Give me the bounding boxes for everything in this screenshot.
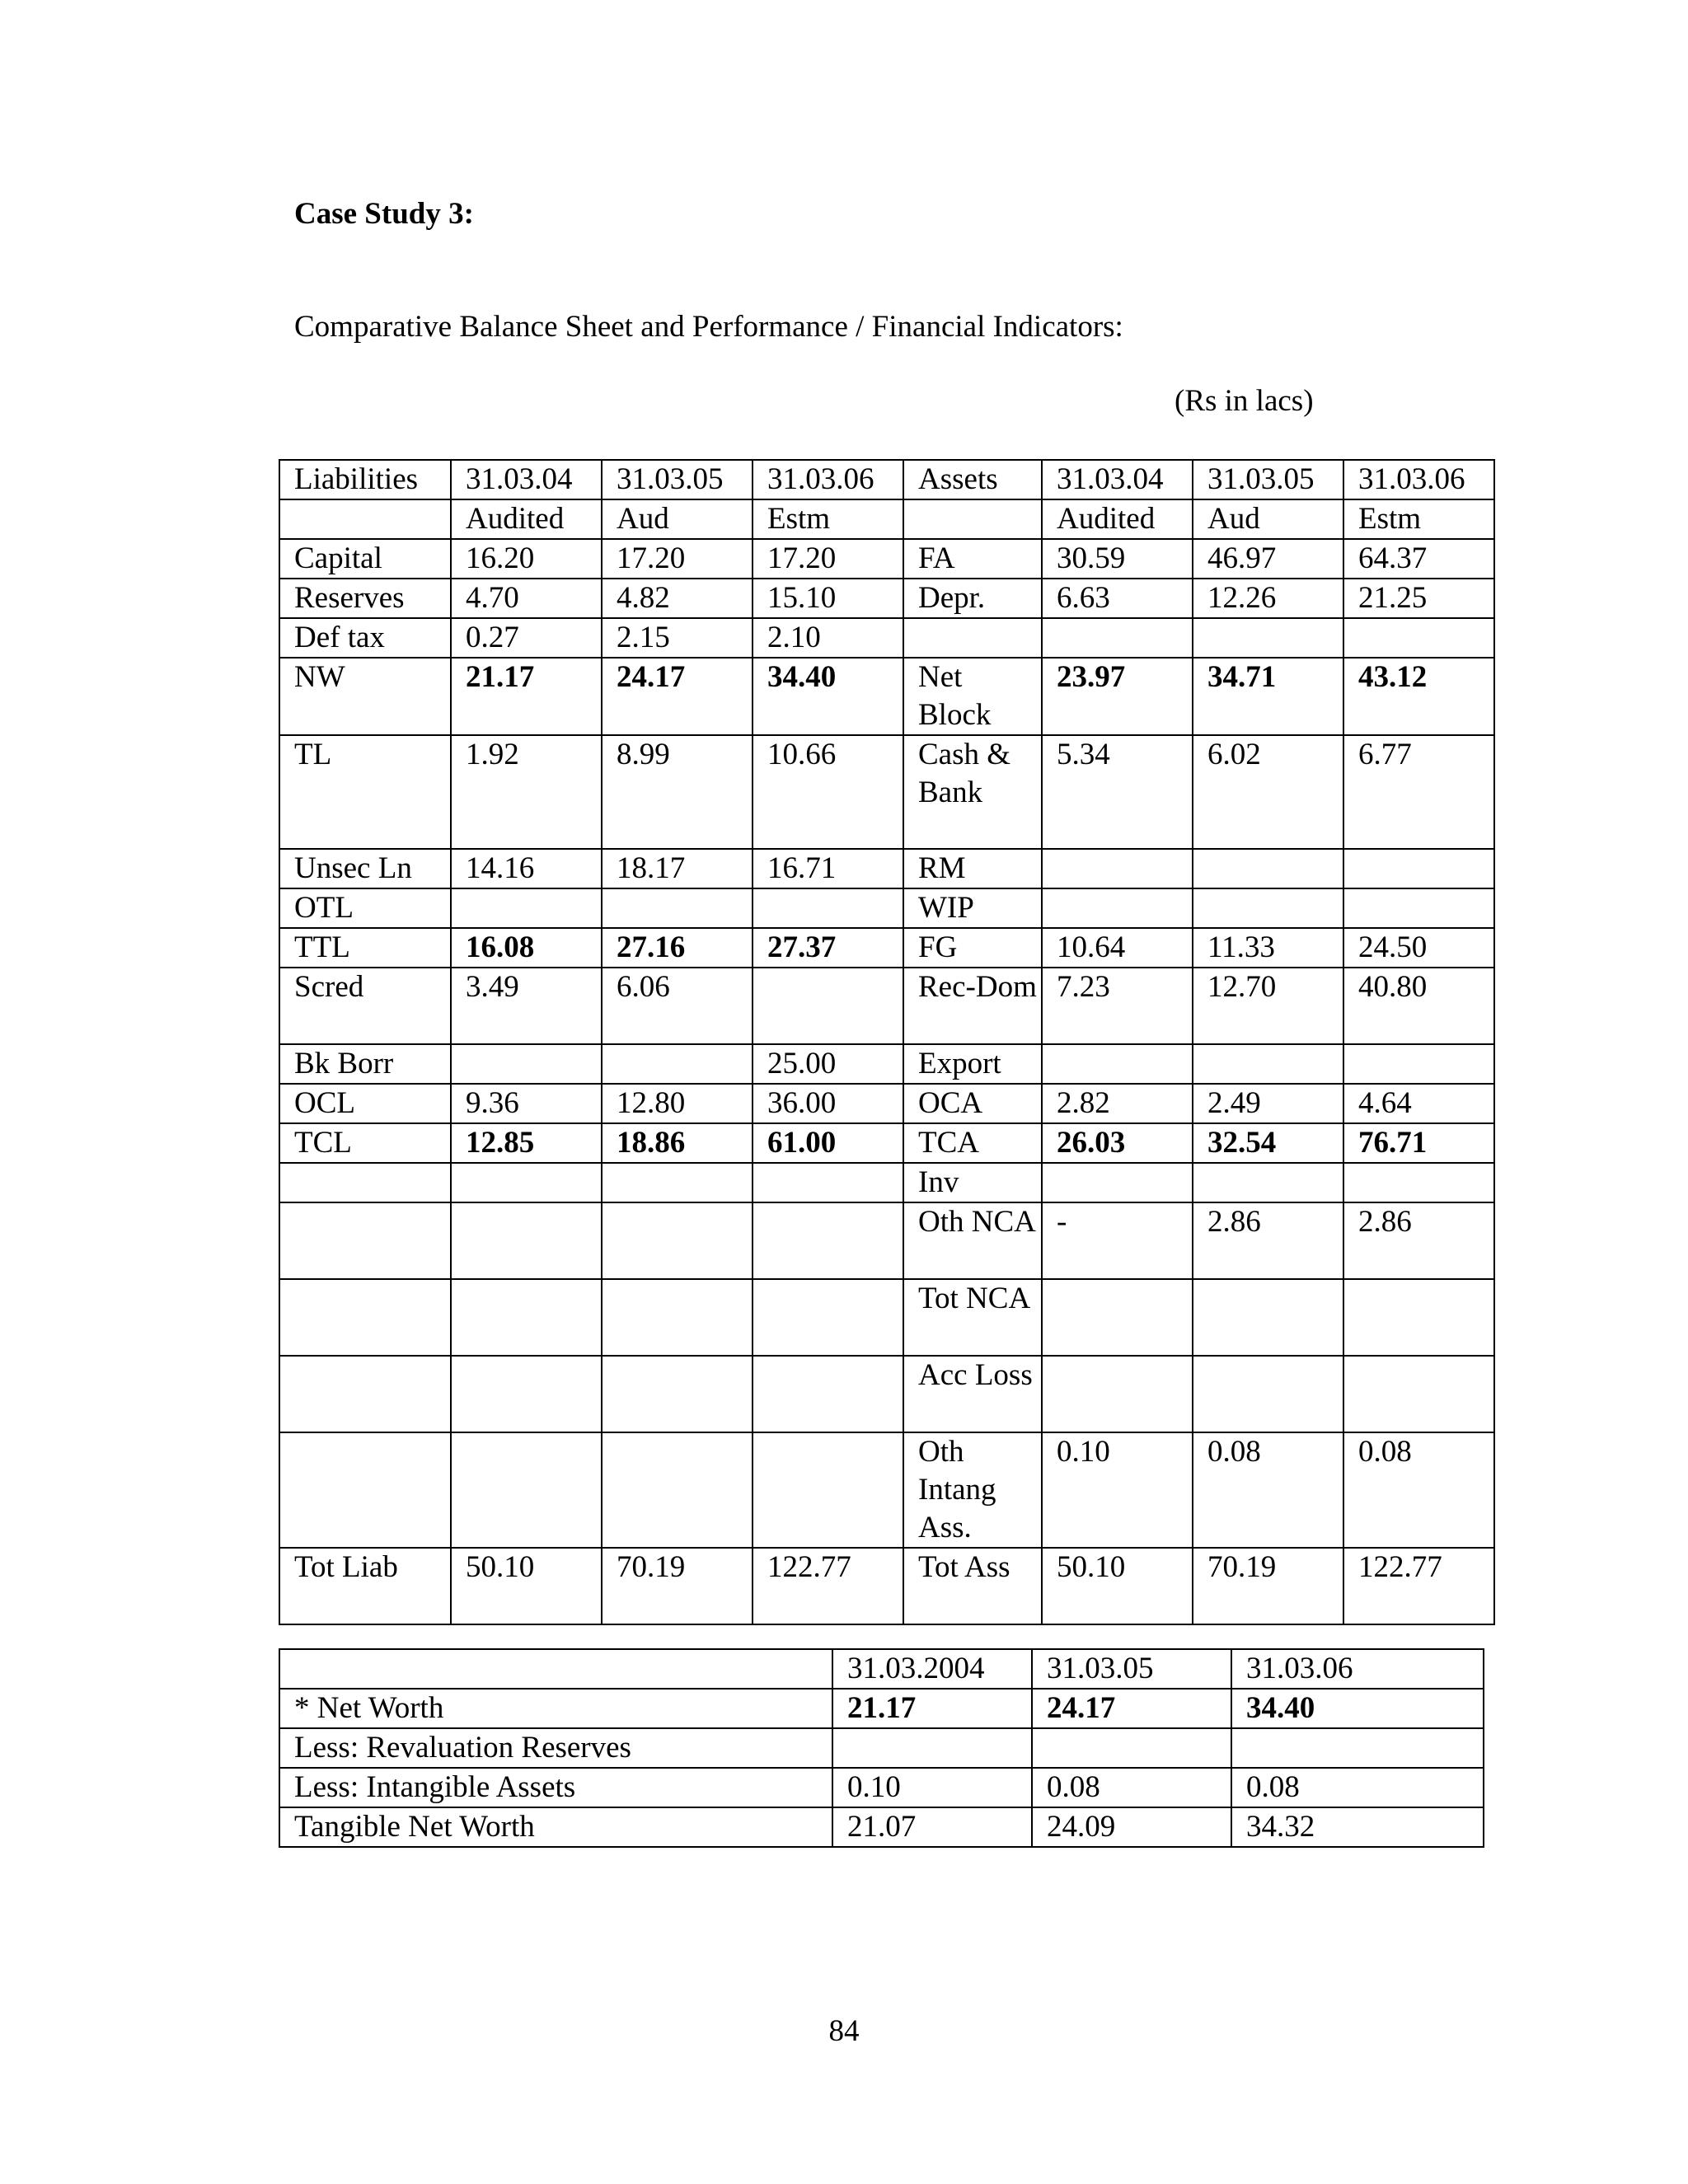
table-cell: [1193, 1044, 1343, 1084]
table-cell: Unsec Ln: [279, 849, 451, 888]
table-row: [279, 579, 1494, 618]
table-row: [279, 849, 1494, 888]
table-cell: Acc Loss: [903, 1356, 1042, 1432]
table-row: [279, 1084, 1494, 1123]
table-cell: OCL: [279, 1084, 451, 1123]
table-cell: 50.10: [1042, 1548, 1193, 1624]
table-row: [279, 1202, 1494, 1279]
table-cell: [602, 888, 753, 928]
table-row: [279, 1689, 1484, 1728]
table-cell: [832, 1728, 1032, 1768]
table-cell: 17.20: [753, 539, 903, 579]
table-cell: 0.08: [1032, 1768, 1231, 1807]
table-cell: [451, 1279, 602, 1356]
table-cell: [1193, 888, 1343, 928]
table-cell: Scred: [279, 968, 451, 1044]
table-cell: 46.97: [1193, 539, 1343, 579]
table-cell: [753, 1279, 903, 1356]
table-cell: 32.54: [1193, 1123, 1343, 1163]
table-cell: [451, 1432, 602, 1548]
table-cell: Oth NCA: [903, 1202, 1042, 1279]
table-row: [279, 499, 1494, 539]
table-cell: 24.50: [1343, 928, 1494, 968]
table-cell: TTL: [279, 928, 451, 968]
table-row: [279, 888, 1494, 928]
table-cell: [451, 888, 602, 928]
table-cell: [903, 499, 1042, 539]
table-cell: 17.20: [602, 539, 753, 579]
table-cell: 2.10: [753, 618, 903, 658]
balance-sheet-table: [279, 459, 1495, 1625]
table-cell: Aud: [602, 499, 753, 539]
table-cell: OCA: [903, 1084, 1042, 1123]
table-cell: 0.08: [1193, 1432, 1343, 1548]
table-cell: 16.71: [753, 849, 903, 888]
table-cell: 61.00: [753, 1123, 903, 1163]
table-cell: [1042, 1356, 1193, 1432]
table-cell: 23.97: [1042, 658, 1193, 735]
table-cell: Less: Intangible Assets: [279, 1768, 832, 1807]
table-cell: [753, 968, 903, 1044]
table-cell: 18.17: [602, 849, 753, 888]
table-row: [279, 539, 1494, 579]
table-cell: Tot Liab: [279, 1548, 451, 1624]
table-row: [279, 1728, 1484, 1768]
table-cell: 16.20: [451, 539, 602, 579]
table-cell: [1042, 849, 1193, 888]
table-cell: Capital: [279, 539, 451, 579]
table-cell: 0.27: [451, 618, 602, 658]
table-cell: [279, 1649, 832, 1689]
table-cell: FG: [903, 928, 1042, 968]
table-cell: [279, 499, 451, 539]
table-cell: 36.00: [753, 1084, 903, 1123]
table-cell: 31.03.04: [1042, 460, 1193, 499]
table-cell: 2.49: [1193, 1084, 1343, 1123]
table-cell: 31.03.06: [1231, 1649, 1484, 1689]
table-cell: [1042, 1163, 1193, 1202]
table-row: [279, 1768, 1484, 1807]
table-cell: WIP: [903, 888, 1042, 928]
table-cell: 31.03.04: [451, 460, 602, 499]
table-cell: Tangible Net Worth: [279, 1807, 832, 1847]
table-cell: [279, 1432, 451, 1548]
table-cell: [753, 1202, 903, 1279]
table-cell: Depr.: [903, 579, 1042, 618]
table-cell: TCL: [279, 1123, 451, 1163]
table-cell: 70.19: [1193, 1548, 1343, 1624]
table-cell: [279, 1279, 451, 1356]
table-cell: 8.99: [602, 735, 753, 849]
table-cell: [1193, 1163, 1343, 1202]
table-row: [279, 928, 1494, 968]
table-cell: 6.02: [1193, 735, 1343, 849]
table-cell: 10.66: [753, 735, 903, 849]
table-cell: 18.86: [602, 1123, 753, 1163]
table-cell: [279, 1202, 451, 1279]
table-cell: [602, 1432, 753, 1548]
table-cell: Estm: [753, 499, 903, 539]
table-cell: 6.77: [1343, 735, 1494, 849]
table-cell: 2.82: [1042, 1084, 1193, 1123]
table-cell: 16.08: [451, 928, 602, 968]
table-cell: 12.85: [451, 1123, 602, 1163]
table-cell: 43.12: [1343, 658, 1494, 735]
table-cell: [451, 1356, 602, 1432]
table-cell: 34.71: [1193, 658, 1343, 735]
table-cell: 14.16: [451, 849, 602, 888]
table-cell: [1042, 618, 1193, 658]
table-cell: [1231, 1728, 1484, 1768]
table-cell: Net Block: [903, 658, 1042, 735]
table-cell: 2.86: [1193, 1202, 1343, 1279]
table-cell: Assets: [903, 460, 1042, 499]
table-cell: [602, 1044, 753, 1084]
table-cell: 24.17: [1032, 1689, 1231, 1728]
table-cell: 4.82: [602, 579, 753, 618]
table-cell: 27.37: [753, 928, 903, 968]
table-cell: 122.77: [753, 1548, 903, 1624]
table-cell: 2.15: [602, 618, 753, 658]
table-cell: 21.17: [451, 658, 602, 735]
document-subtitle: Comparative Balance Sheet and Performance / Financial Indicators:: [294, 310, 1123, 344]
table-cell: [1343, 1044, 1494, 1084]
table-cell: Oth Intang Ass.: [903, 1432, 1042, 1548]
table-row: [279, 1807, 1484, 1847]
table-cell: Liabilities: [279, 460, 451, 499]
table-cell: [1193, 618, 1343, 658]
table-cell: 10.64: [1042, 928, 1193, 968]
table-cell: [1343, 1279, 1494, 1356]
table-cell: Audited: [1042, 499, 1193, 539]
table-cell: [903, 618, 1042, 658]
table-cell: TL: [279, 735, 451, 849]
table-cell: [602, 1279, 753, 1356]
table-cell: [753, 1163, 903, 1202]
table-cell: 40.80: [1343, 968, 1494, 1044]
table-row: [279, 658, 1494, 735]
table-cell: Estm: [1343, 499, 1494, 539]
table-cell: Less: Revaluation Reserves: [279, 1728, 832, 1768]
table-row: [279, 460, 1494, 499]
page-number: 84: [828, 2014, 860, 2048]
table-cell: [1343, 1356, 1494, 1432]
table-cell: Inv: [903, 1163, 1042, 1202]
table-cell: [1032, 1728, 1231, 1768]
table-cell: 31.03.05: [1193, 460, 1343, 499]
table-cell: [1193, 849, 1343, 888]
table-cell: [1042, 888, 1193, 928]
table-cell: [1193, 1356, 1343, 1432]
table-cell: 2.86: [1343, 1202, 1494, 1279]
table-cell: 25.00: [753, 1044, 903, 1084]
table-cell: Export: [903, 1044, 1042, 1084]
table-cell: [602, 1163, 753, 1202]
table-cell: 31.03.2004: [832, 1649, 1032, 1689]
table-cell: Bk Borr: [279, 1044, 451, 1084]
table-row: [279, 618, 1494, 658]
table-cell: Reserves: [279, 579, 451, 618]
table-cell: [1343, 849, 1494, 888]
table-row: [279, 1649, 1484, 1689]
table-cell: 0.10: [1042, 1432, 1193, 1548]
table-cell: 1.92: [451, 735, 602, 849]
table-cell: [602, 1202, 753, 1279]
table-cell: 0.08: [1343, 1432, 1494, 1548]
table-row: [279, 1044, 1494, 1084]
table-cell: 12.80: [602, 1084, 753, 1123]
table-row: [279, 1279, 1494, 1356]
table-cell: [1042, 1279, 1193, 1356]
table-cell: 31.03.06: [1343, 460, 1494, 499]
table-cell: 12.26: [1193, 579, 1343, 618]
table-cell: [1343, 1163, 1494, 1202]
table-cell: 21.17: [832, 1689, 1032, 1728]
table-row: [279, 1356, 1494, 1432]
table-cell: TCA: [903, 1123, 1042, 1163]
table-cell: 30.59: [1042, 539, 1193, 579]
table-cell: [753, 1356, 903, 1432]
table-cell: [753, 888, 903, 928]
table-cell: 64.37: [1343, 539, 1494, 579]
net-worth-table: [279, 1648, 1484, 1848]
table-cell: 34.40: [1231, 1689, 1484, 1728]
table-cell: 12.70: [1193, 968, 1343, 1044]
table-cell: [451, 1202, 602, 1279]
table-cell: 24.17: [602, 658, 753, 735]
table-cell: 50.10: [451, 1548, 602, 1624]
table-cell: OTL: [279, 888, 451, 928]
table-cell: 21.25: [1343, 579, 1494, 618]
table-cell: 70.19: [602, 1548, 753, 1624]
table-cell: [451, 1163, 602, 1202]
table-cell: Tot Ass: [903, 1548, 1042, 1624]
table-cell: Cash & Bank: [903, 735, 1042, 849]
table-cell: 31.03.05: [1032, 1649, 1231, 1689]
case-study-heading: Case Study 3:: [294, 197, 474, 231]
table-cell: NW: [279, 658, 451, 735]
table-cell: 34.40: [753, 658, 903, 735]
table-cell: 5.34: [1042, 735, 1193, 849]
table-row: [279, 1548, 1494, 1624]
table-cell: [1343, 888, 1494, 928]
table-cell: 76.71: [1343, 1123, 1494, 1163]
table-cell: Audited: [451, 499, 602, 539]
table-cell: 26.03: [1042, 1123, 1193, 1163]
table-cell: 4.70: [451, 579, 602, 618]
table-cell: 24.09: [1032, 1807, 1231, 1847]
table-cell: * Net Worth: [279, 1689, 832, 1728]
table-cell: 6.06: [602, 968, 753, 1044]
table-cell: 9.36: [451, 1084, 602, 1123]
table-cell: 34.32: [1231, 1807, 1484, 1847]
table-cell: 15.10: [753, 579, 903, 618]
table-cell: -: [1042, 1202, 1193, 1279]
table-cell: 21.07: [832, 1807, 1032, 1847]
table-cell: [279, 1163, 451, 1202]
table-cell: 11.33: [1193, 928, 1343, 968]
units-note: (Rs in lacs): [1175, 384, 1314, 418]
table-cell: 3.49: [451, 968, 602, 1044]
table-cell: Def tax: [279, 618, 451, 658]
table-cell: 0.08: [1231, 1768, 1484, 1807]
table-row: [279, 968, 1494, 1044]
table-cell: [1042, 1044, 1193, 1084]
table-cell: Rec-Dom: [903, 968, 1042, 1044]
table-cell: RM: [903, 849, 1042, 888]
table-row: [279, 1163, 1494, 1202]
table-cell: 7.23: [1042, 968, 1193, 1044]
table-row: [279, 735, 1494, 849]
table-cell: 6.63: [1042, 579, 1193, 618]
table-row: [279, 1432, 1494, 1548]
table-cell: [753, 1432, 903, 1548]
table-cell: [1193, 1279, 1343, 1356]
table-cell: 31.03.05: [602, 460, 753, 499]
table-cell: [1343, 618, 1494, 658]
table-cell: [451, 1044, 602, 1084]
table-cell: [279, 1356, 451, 1432]
table-cell: 122.77: [1343, 1548, 1494, 1624]
table-row: [279, 1123, 1494, 1163]
table-cell: [602, 1356, 753, 1432]
table-cell: 0.10: [832, 1768, 1032, 1807]
table-cell: 4.64: [1343, 1084, 1494, 1123]
table-cell: FA: [903, 539, 1042, 579]
table-cell: Tot NCA: [903, 1279, 1042, 1356]
table-cell: 31.03.06: [753, 460, 903, 499]
table-cell: 27.16: [602, 928, 753, 968]
table-cell: Aud: [1193, 499, 1343, 539]
